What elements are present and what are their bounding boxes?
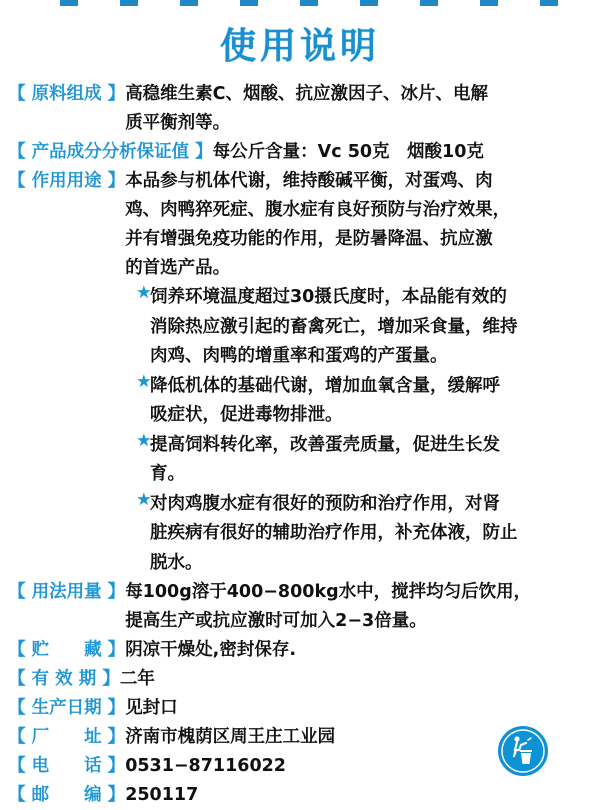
section-postcode bbox=[8, 781, 596, 810]
text-line: 质平衡剂等。 bbox=[125, 113, 231, 133]
text-line: 降低机体的基础代谢，增加血氧含量，缓解呼 bbox=[150, 375, 500, 396]
text-line: 吸症状，促进毒物排泄。 bbox=[150, 405, 343, 425]
text-line: 育。 bbox=[150, 464, 185, 484]
section-label: 【 生产日期 】 bbox=[8, 698, 126, 718]
text-line: 提高生产或抗应激时可加入2−3倍量。 bbox=[125, 611, 427, 631]
text-line: 消除热应激引起的畜禽死亡，增加采食量，维持 bbox=[150, 316, 518, 337]
section-label: 【 电 话 】 bbox=[8, 756, 126, 776]
top-decoration-strip bbox=[0, 0, 600, 6]
text-line: 见封口 bbox=[125, 698, 178, 718]
text-line: 饲养环境温度超过30摄氏度时，本品能有效的 bbox=[150, 287, 507, 307]
section-guaranteed-values bbox=[8, 138, 596, 167]
section-label: 【 产品成分分析保证值 】 bbox=[8, 142, 213, 162]
section-production-date bbox=[8, 694, 596, 723]
text-line: 每100g溶于400−800kg水中，搅拌均匀后饮用， bbox=[125, 582, 532, 602]
text-line: 鸡、肉鸭猝死症、腹水症有良好预防与治疗效果， bbox=[125, 200, 511, 220]
section-label: 【 贮 藏 】 bbox=[8, 640, 126, 660]
text-line: 肉鸡、肉鸭的增重率和蛋鸡的产蛋量。 bbox=[150, 346, 448, 366]
section-label: 【 厂 址 】 bbox=[8, 727, 126, 747]
star-icon: ★ bbox=[136, 430, 152, 451]
page-title: 使用说明 bbox=[219, 26, 380, 67]
section-validity bbox=[8, 665, 596, 694]
list-item bbox=[136, 431, 596, 490]
section-storage bbox=[8, 636, 596, 665]
text-line: 高稳维生素C、烟酸、抗应激因子、冰片、电解 bbox=[125, 84, 489, 104]
text-line: 每公斤含量：Vc 50克 烟酸10克 bbox=[212, 142, 484, 162]
star-icon: ★ bbox=[136, 283, 152, 303]
list-item bbox=[136, 490, 596, 579]
section-label: 【 有 效 期 】 bbox=[8, 669, 120, 689]
recycle-bin-icon bbox=[498, 726, 548, 776]
section-label: 【 作用用途 】 bbox=[8, 171, 126, 191]
text-line: 阴凉干燥处,密封保存. bbox=[125, 640, 296, 660]
text-line: 并有增强免疫功能的作用，是防暑降温、抗应激 bbox=[125, 229, 493, 249]
list-item bbox=[136, 283, 596, 372]
text-line: 脏疾病有很好的辅助治疗作用，补充体液，防止 bbox=[150, 523, 518, 543]
text-line: 对肉鸡腹水症有很好的预防和治疗作用，对肾 bbox=[150, 493, 500, 514]
instructions-content bbox=[8, 80, 596, 810]
section-dosage bbox=[8, 578, 596, 636]
text-line: 提高饲料转化率，改善蛋壳质量，促进生长发 bbox=[150, 434, 500, 455]
star-icon: ★ bbox=[136, 371, 152, 392]
function-bullet-list bbox=[8, 283, 596, 578]
text-line: 本品参与机体代谢，维持酸碱平衡，对蛋鸡、肉 bbox=[125, 171, 493, 191]
text-line: 济南市槐荫区周王庄工业园 bbox=[125, 727, 336, 747]
star-icon: ★ bbox=[136, 489, 152, 510]
section-label: 【 原料组成 】 bbox=[8, 84, 126, 104]
list-item bbox=[136, 372, 596, 431]
text-line: 0531−87116022 bbox=[125, 756, 286, 776]
text-line: 250117 bbox=[125, 785, 199, 805]
section-function bbox=[8, 167, 596, 283]
section-ingredients bbox=[8, 80, 596, 138]
text-line: 二年 bbox=[119, 669, 155, 689]
section-label: 【 邮 编 】 bbox=[8, 785, 126, 805]
text-line: 的首选产品。 bbox=[125, 258, 231, 278]
text-line: 脱水。 bbox=[150, 552, 203, 573]
section-label: 【 用法用量 】 bbox=[8, 582, 126, 602]
